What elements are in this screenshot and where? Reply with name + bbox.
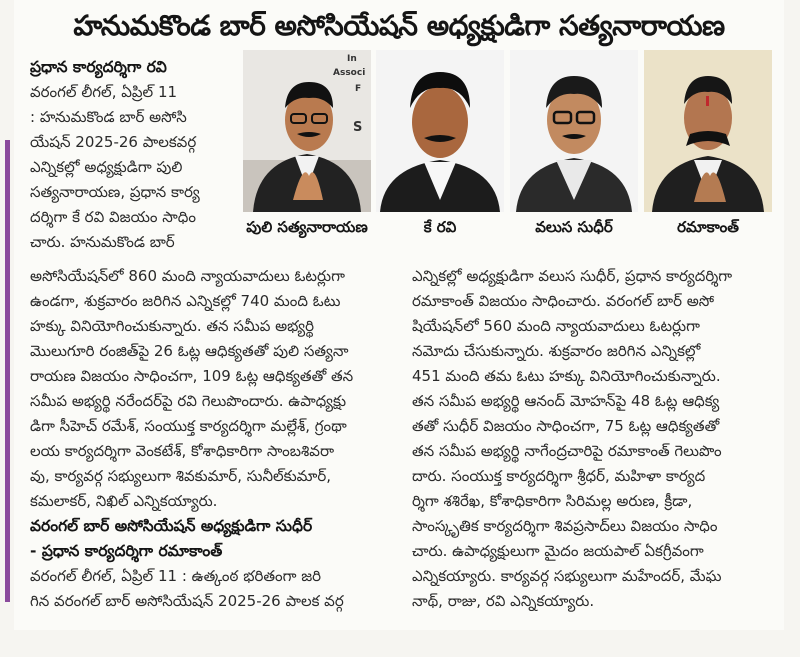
- text-line: యేషన్ 2025-26 పాలకవర్గ: [30, 133, 197, 151]
- banner-text: S: [353, 120, 363, 135]
- text-line: లయ కార్యదర్శిగా వెంకటేశ్, కోశాధికారిగా సాంబశివరా: [30, 442, 335, 460]
- text-line: సత్యనారాయణ, ప్రధాన కార్య: [30, 183, 200, 201]
- subheading: - ప్రధాన కార్యదర్శిగా రమాకాంత్: [30, 542, 223, 560]
- text-line: డిగా సీహెచ్ రమేశ్, సంయుక్త కార్యదర్శిగా మల్లేశ్, గ్రంథా: [30, 417, 347, 435]
- text-line: 451 మంది తమ ఓటు హక్కు వినియోగించుకున్నారు.: [412, 367, 721, 385]
- banner-text: F: [355, 84, 362, 94]
- text-line: అసోసియేషన్‌లో 860 మంది న్యాయవాదులు ఓటర్లుగా: [30, 267, 345, 285]
- subheading: వరంగల్ బార్ అసోసియేషన్ అధ్యక్షుడిగా సుధీర్: [30, 517, 313, 535]
- text-line: వరంగల్ లీగల్, ఏప్రిల్ 11 : ఉత్కంఠ భరితంగా జరి: [30, 567, 322, 585]
- article-column-2: [30, 264, 410, 614]
- photo-caption: పులి సత్యనారాయణ: [246, 218, 368, 236]
- text-line: రమాకాంత్ విజయం సాధించారు. వరంగల్ బార్ అసో: [412, 292, 715, 310]
- headline: హనుమకొండ బార్ అసోసియేషన్ అధ్యక్షుడిగా సత్యనారాయణ: [73, 9, 725, 42]
- text-line: దర్శిగా కే రవి విజయం సాధిం: [30, 208, 196, 226]
- text-line: నాథ్, రాజు, రవి ఎన్నికయ్యారు.: [412, 592, 595, 610]
- text-line: నమోదు చేసుకున్నారు. శుక్రవారం జరిగిన ఎన్నికల్లో: [412, 342, 701, 360]
- banner-text: In: [347, 54, 357, 64]
- text-line: ర్శిగా శశిరేఖ, కోశాధికారిగా సిరిమల్ల అరుణ, క్రీడా,: [412, 492, 693, 510]
- banner-text: Associ: [333, 68, 366, 78]
- portrait-photo-4: [644, 50, 772, 212]
- text-line: రాయణ విజయం సాధించగా, 109 ఓట్ల ఆధిక్యతతో తన: [30, 367, 354, 385]
- text-line: ఎన్నికల్లో అధ్యక్షుడిగా వలుస సుధీర్, ప్రధాన కార్యదర్శిగా: [412, 267, 733, 285]
- text-line: చారు. హనుమకొండ బార్: [30, 233, 175, 251]
- portrait-photo-2: [376, 50, 504, 212]
- text-line: షియేషన్‌లో 560 మంది న్యాయవాదులు ఓటర్లుగా: [412, 317, 700, 335]
- article-column-3: [412, 264, 784, 614]
- text-line: తన సమీప అభ్యర్థి ఆనంద్ మోహన్‌పై 48 ఓట్ల ఆధిక్య: [412, 392, 720, 410]
- text-line: గిన వరంగల్ బార్ అసోసియేషన్ 2025-26 పాలక వర్గ: [30, 592, 344, 610]
- text-line: వరంగల్ లీగల్, ఏప్రిల్ 11: [30, 83, 178, 101]
- text-line: వు, కార్యవర్గ సభ్యులుగా శివకుమార్, సునీల్‌కుమార్,: [30, 467, 331, 485]
- text-line: : హనుమకొండ బార్ అసోసి: [30, 108, 187, 126]
- article-column-1: [30, 55, 230, 255]
- text-line: సమీప అభ్యర్థి నరేందర్‌పై రవి గెలుపొందారు. ఉపాధ్యక్షు: [30, 392, 347, 410]
- text-line: ఎన్నికయ్యారు. కార్యవర్గ సభ్యులుగా మహేందర్, మేఘ: [412, 567, 722, 585]
- text-line: చారు. ఉపాధ్యక్షులుగా మైదం జయపాల్ ఏకగ్రీవంగా: [412, 542, 704, 560]
- portrait-photo-1: [243, 50, 371, 212]
- text-line: ఉండగా, శుక్రవారం జరిగిన ఎన్నికల్లో 740 మంది ఓటు: [30, 292, 341, 310]
- text-line: తతో సుధీర్ విజయం సాధించగా, 75 ఓట్ల ఆధిక్యతతో: [412, 417, 720, 435]
- photo-caption: కే రవి: [423, 218, 457, 236]
- photo-caption: రమాకాంత్: [677, 218, 739, 236]
- text-line: తన సమీప అభ్యర్థి నాగేంద్రచారిపై రమాకాంత్ గెలుపొం: [412, 442, 722, 460]
- subheading: ప్రధాన కార్యదర్శిగా రవి: [30, 58, 167, 76]
- text-line: కమలాకర్, నిఖిల్ ఎన్నికయ్యారు.: [30, 492, 218, 510]
- left-color-rule: [5, 140, 10, 602]
- text-line: ఎన్నికల్లో అధ్యక్షుడిగా పులి: [30, 158, 183, 176]
- portrait-photo-3: [510, 50, 638, 212]
- text-line: దారు. సంయుక్త కార్యదర్శిగా శ్రీధర్, మహిళా కార్యద: [412, 467, 706, 485]
- text-line: సాంస్కృతిక కార్యదర్శిగా శివప్రసాద్‌లు విజయం సాధిం: [412, 517, 718, 535]
- photo-caption: వలుస సుధీర్: [535, 218, 613, 236]
- text-line: హక్కు వినియోగించుకున్నారు. తన సమీప అభ్యర్థి: [30, 317, 315, 335]
- text-line: మొలుగూరి రంజిత్‌పై 26 ఓట్ల ఆధిక్యతతో పులి సత్యనా: [30, 342, 349, 360]
